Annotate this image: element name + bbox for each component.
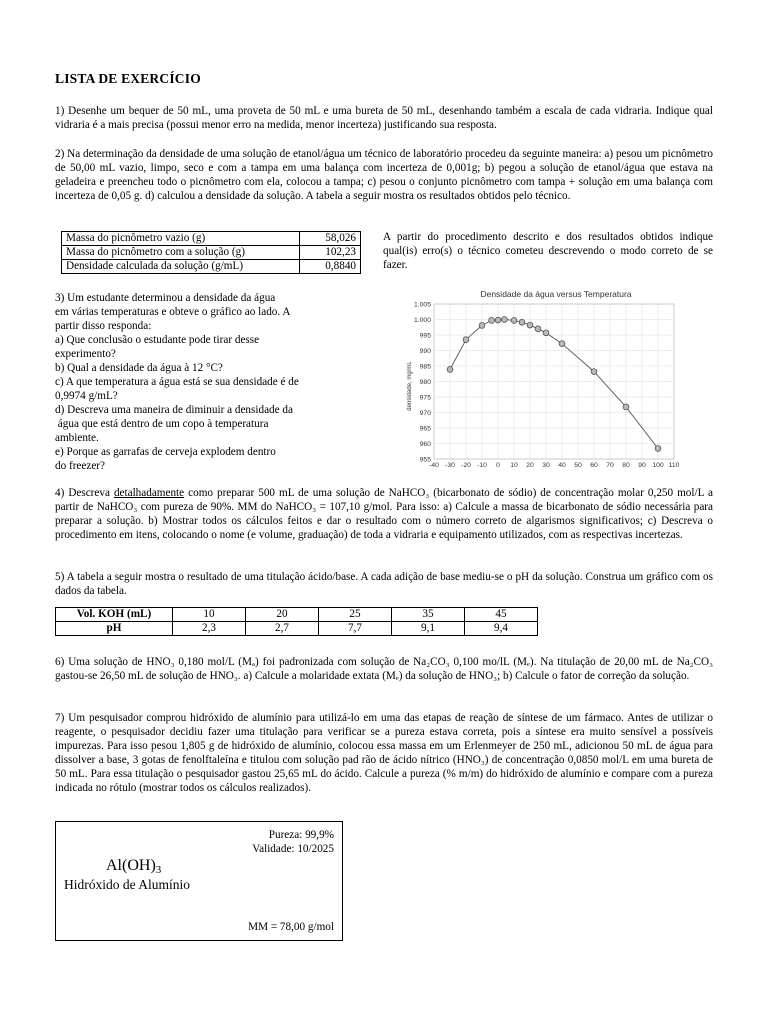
table-cell-value: 58,026	[300, 232, 361, 246]
y-tick-label: 1.000	[413, 316, 431, 324]
table-cell: 20	[246, 608, 319, 622]
x-tick-label: 100	[652, 462, 664, 469]
question-4	[55, 486, 713, 542]
data-point	[527, 322, 533, 328]
q3-line: partir disso responda:	[55, 320, 152, 332]
page-title: LISTA DE EXERCÍCIO	[55, 71, 201, 86]
density-chart-svg	[398, 288, 680, 472]
data-point	[535, 326, 541, 332]
question-2: 2) Na determinação da densidade de uma solução de etanol/água um técnico de laboratório procedeu da seguinte maneira: a) pesou um picnômetro de 50,00 mL vazio, limpo, seco e com a tampa em uma balança com incerteza de 0,001g; b) pegou a solução de etanol/água que estava na geladeira e preencheu todo o picnômetro com ela, colocou a tampa; c) pesou o conjunto picnômetro com tampa + solução em uma balança com incerteza de 0,05 g. d) calculou a densidade da solução. A tabela a seguir mostra os resultados obtidos pelo técnico.	[55, 148, 713, 202]
q3-line: 0,9974 g/mL?	[55, 390, 118, 402]
table-cell: 45	[465, 608, 538, 622]
table-cell-label: Massa do picnômetro vazio (g)	[62, 232, 300, 246]
x-tick-label: -30	[445, 462, 455, 469]
x-tick-label: 30	[542, 462, 550, 469]
x-tick-label: 60	[590, 462, 598, 469]
q3-line: a) Que conclusão o estudante pode tirar desse	[55, 334, 260, 346]
table-cell: 2,3	[173, 622, 246, 636]
data-point	[489, 318, 495, 324]
table-cell: 9,1	[392, 622, 465, 636]
x-tick-label: 80	[622, 462, 630, 469]
q5-table	[55, 607, 538, 636]
x-tick-label: -10	[477, 462, 487, 469]
y-tick-label: 980	[419, 378, 431, 386]
data-point	[511, 318, 517, 324]
y-tick-label: 1.005	[413, 301, 431, 309]
table-header-vol: Vol. KOH (mL)	[56, 608, 173, 622]
table-cell-value: 102,23	[300, 246, 361, 260]
y-tick-label: 965	[419, 425, 431, 433]
table-row	[56, 608, 538, 622]
q4-underlined-word: detalhadamente	[113, 487, 185, 499]
q3-line: e) Porque as garrafas de cerveja explodem dentro	[55, 446, 276, 458]
y-tick-label: 975	[419, 394, 431, 402]
chart-title: Densidade da água versus Temperatura	[480, 289, 632, 299]
y-tick-label: 960	[419, 440, 431, 448]
x-tick-label: 70	[606, 462, 614, 469]
data-point	[463, 337, 469, 343]
question-5: 5) A tabela a seguir mostra o resultado de uma titulação ácido/base. A cada adição de base mediu-se o pH da solução. Construa um gráfico com os dados da tabela.	[55, 571, 713, 597]
table-cell: 7,7	[319, 622, 392, 636]
q3-line: ambiente.	[55, 432, 99, 444]
y-tick-label: 990	[419, 347, 431, 355]
x-tick-label: 0	[496, 462, 500, 469]
data-point	[543, 330, 549, 336]
q4-text-a: 4) Descreva	[55, 487, 114, 499]
table-cell: 9,4	[465, 622, 538, 636]
table-row	[62, 260, 361, 274]
table-header-ph: pH	[56, 622, 173, 636]
y-tick-label: 955	[419, 456, 431, 464]
q3-line: em várias temperaturas e obteve o gráfico ao lado. A	[55, 306, 291, 318]
q2-table	[61, 231, 361, 274]
table-cell-label: Massa do picnômetro com a solução (g)	[62, 246, 300, 260]
data-point	[502, 317, 508, 323]
reagent-label	[55, 821, 343, 941]
density-chart	[398, 288, 680, 472]
label-purity: Pureza: 99,9%	[268, 829, 334, 841]
formula-subscript: 3	[155, 864, 162, 876]
q3-line: 3) Um estudante determinou a densidade da água	[55, 292, 276, 304]
x-tick-label: -20	[461, 462, 471, 469]
data-point	[495, 317, 501, 323]
formula-main: Al(OH)	[106, 857, 156, 874]
data-point	[447, 367, 453, 373]
label-validity: Validade: 10/2025	[252, 843, 334, 855]
y-tick-label: 970	[419, 409, 431, 417]
x-tick-label: 10	[510, 462, 518, 469]
q4-text-b: como preparar 500 mL de uma solução de NaHCO₃ (bicarbonato de sódio) de concentração molar 0,250 mol/L a partir de NaHCO₃ com pureza de 90%. MM do NaHCO₃ = 107,10 g/mol. Para isso: a) Calcule a massa de bicarbonato de sódio necessária para preparar a solução. b) Mostrar todos os cálculos feitos e dar o resultado com o número correto de algarismos significativos; c) Descreva o procedimento em itens, colocando o nome (e volume, graduação) de toda a vidraria e equipamento utilizados, com as respectivas incertezas.	[55, 487, 713, 541]
q3-line: experimento?	[55, 348, 116, 360]
chart-y-label: densidade, mg/mL	[407, 361, 413, 411]
data-point	[655, 446, 661, 452]
question-6: 6) Uma solução de HNO₃ 0,180 mol/L (Mₐ) foi padronizada com solução de Na₂CO₃ 0,100 mo/lL (Mₑ). Na titulação de 20,00 mL de Na₂CO₃ gastou-se 26,50 mL de solução de HNO₃. a) Calcule a molaridade extata (Mₑ) da solução de HNO₃; b) Calcule o fator de correção da solução.	[55, 656, 713, 682]
q3-line: c) A que temperatura a água está se sua densidade é de	[55, 376, 299, 388]
q3-line: d) Descreva uma maneira de diminuir a densidade da	[55, 404, 293, 416]
x-tick-label: 40	[558, 462, 566, 469]
data-point	[591, 369, 597, 375]
q3-line: b) Qual a densidade da água à 12 °C?	[55, 362, 223, 374]
x-tick-label: 20	[526, 462, 534, 469]
x-tick-label: 110	[668, 462, 680, 469]
label-name: Hidróxido de Alumínio	[64, 877, 190, 892]
table-cell: 10	[173, 608, 246, 622]
question-3	[55, 291, 345, 473]
q3-line: água que está dentro de um copo à temperatura	[55, 418, 269, 430]
table-cell-value: 0,8840	[300, 260, 361, 274]
table-row	[56, 622, 538, 636]
x-tick-label: 50	[574, 462, 582, 469]
table-cell: 25	[319, 608, 392, 622]
label-molar-mass: MM = 78,00 g/mol	[248, 921, 334, 933]
x-tick-label: -40	[429, 462, 439, 469]
data-point	[559, 341, 565, 347]
data-point	[623, 404, 629, 410]
data-point	[479, 322, 485, 328]
question-7: 7) Um pesquisador comprou hidróxido de alumínio para utilizá-lo em uma das etapas de reação de síntese de um fármaco. Antes de utilizar o reagente, o pesquisador decidiu fazer uma titulação para verificar se a pureza estava correta, pois a síntese era muito sensível a possíveis impurezas. Para isso pesou 1,805 g de hidróxido de alumínio, colocou essa massa em um Erlenmeyer de 250 mL, adicionou 50 mL de água para dissolver a base, 3 gotas de fenolftaleína e titulou com solução pad rão de ácido nítrico (HNO₃) de concentração 0,0850 mol/L em uma bureta de 50 mL. Para essa titulação o pesquisador gastou 25,65 mL do ácido. Calcule a pureza (% m/m) do hidróxido de alumínio e compare com a pureza indicada no rótulo (mostrar todos os cálculos realizados).	[55, 712, 713, 794]
question-1: 1) Desenhe um bequer de 50 mL, uma proveta de 50 mL e uma bureta de 50 mL, desenhando também a escala de cada vidraria. Indique qual vidraria é a mais precisa (possui menor erro na medida, menor incerteza) justificando sua resposta.	[55, 105, 713, 131]
table-row	[62, 246, 361, 260]
y-tick-label: 985	[419, 363, 431, 371]
question-2-side-text: A partir do procedimento descrito e dos resultados obtidos indique qual(is) erro(s) o técnico cometeu descrevendo o modo correto de se fazer.	[383, 231, 713, 271]
data-point	[519, 319, 525, 325]
q3-line: do freezer?	[55, 460, 105, 472]
table-row	[62, 232, 361, 246]
table-cell: 35	[392, 608, 465, 622]
y-tick-label: 995	[419, 332, 431, 340]
table-cell: 2,7	[246, 622, 319, 636]
table-cell-label: Densidade calculada da solução (g/mL)	[62, 260, 300, 274]
x-tick-label: 90	[638, 462, 646, 469]
